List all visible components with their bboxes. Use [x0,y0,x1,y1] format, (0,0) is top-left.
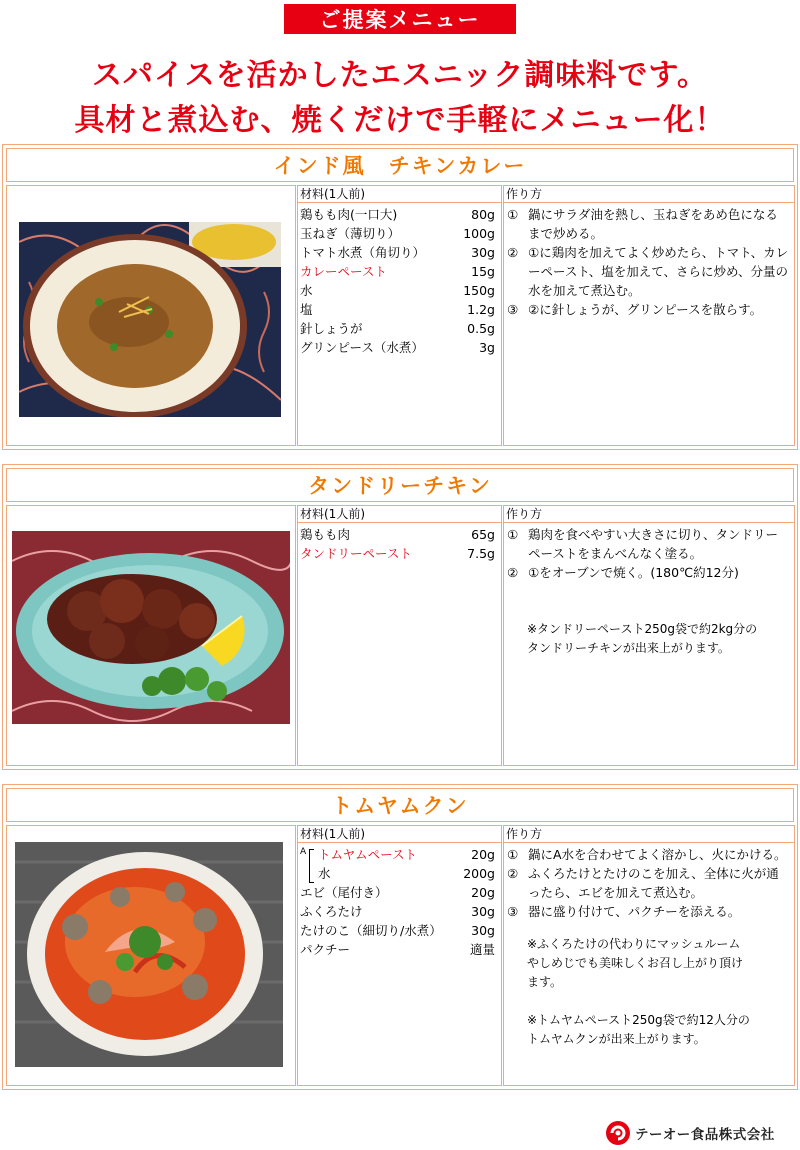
ingredient-row: 鶏もも肉 65g [300,527,495,542]
note-text: タンドリーチキンが出来上がります。 [527,641,730,655]
ingredient-row: エビ（尾付き） 20g [300,885,495,900]
recipe-tandoori-chicken [2,464,798,770]
ingredient-row: カレーペースト 15g [300,264,495,279]
steps-header: 作り方 [504,826,794,843]
recipe-title: インド風 チキンカレー [6,148,794,182]
headline-line-2: 具材と煮込む、焼くだけで手軽にメニュー化！ [74,103,726,138]
step-item: ① 鍋にサラダ油を熱し、玉ねぎをあめ色になるまで炒める。 [507,207,778,241]
ingredients-header: 材料(1人前) [298,186,501,203]
photo-cell [6,825,296,1086]
ingredient-row: 鶏もも肉(一口大) 80g [300,207,495,222]
group-label: A [300,847,307,857]
step-list [507,205,790,319]
step-item: ② ①に鶏肉を加えてよく炒めたら、トマト、カレーペースト、塩を加えて、さらに炒め、分量の水を加えて煮込む。 [507,245,789,298]
ingredients-cell [297,185,502,446]
photo-cell [6,505,296,766]
steps-header: 作り方 [504,506,794,523]
ingredient-row: タンドリーペースト 7.5g [300,546,495,561]
recipe-title: タンドリーチキン [6,468,794,502]
step-list [507,525,790,658]
ingredient-list [300,525,495,563]
company-logo [605,1120,775,1146]
headline-line-1: スパイスを活かしたエスニック調味料です。 [91,58,709,93]
ingredient-row: たけのこ（細切り/水煮） 30g [300,923,495,938]
ingredients-cell [297,825,502,1086]
step-item: ③ 器に盛り付けて、パクチーを添える。 [507,904,741,919]
ingredients-header: 材料(1人前) [298,506,501,523]
steps-cell [503,185,795,446]
note-text: ます。 [527,975,563,989]
ingredient-row: 針しょうが 0.5g [300,321,495,336]
recipe-chicken-curry [2,144,798,450]
steps-cell [503,825,795,1086]
ingredient-row: グリンピース（水煮） 3g [300,340,495,355]
note-text: ※タンドリーペースト250g袋で約2kg分の [527,622,758,636]
ingredient-row: トマト水煮（角切り） 30g [300,245,495,260]
step-item: ② ①をオーブンで焼く。(180℃約12分) [507,565,739,580]
step-list [507,845,790,1049]
ingredient-row: 玉ねぎ（薄切り） 100g [300,226,495,241]
ingredient-row: トムヤムペースト 20g [318,847,495,862]
ingredient-group-a [300,845,495,883]
recipe-title: トムヤムクン [6,788,794,822]
ingredient-row: パクチー 適量 [300,942,495,957]
step-item: ③ ②に針しょうが、グリンピースを散らす。 [507,302,763,317]
ingredient-row: 塩 1.2g [300,302,495,317]
recipe-tom-yum-kung [2,784,798,1090]
photo-cell [6,185,296,446]
step-item: ① 鍋にA水を合わせてよく溶かし、火にかける。 [507,847,787,862]
group-bracket [309,849,314,883]
step-item: ② ふくろたけとたけのこを加え、全体に火が通ったら、エビを加えて煮込む。 [507,866,779,900]
steps-header: 作り方 [504,186,794,203]
steps-cell [503,505,795,766]
step-item: ① 鶏肉を食べやすい大きさに切り、タンドリーペーストをまんべんなく塗る。 [507,527,779,561]
note-text: ※トムヤムペースト250g袋で約12人分の [527,1013,750,1027]
ingredient-row: 水 150g [300,283,495,298]
ingredient-list [300,205,495,357]
menu-banner: ご提案メニュー [284,4,516,34]
ingredient-row: ふくろたけ 30g [300,904,495,919]
tom-yum-kung-photo [15,842,283,1067]
note-text: トムヤムクンが出来上がります。 [527,1032,706,1046]
ingredient-list [300,883,495,959]
note-text: ※ふくろたけの代わりにマッシュルーム [527,937,741,951]
tandoori-chicken-photo [12,531,290,724]
chicken-curry-photo [19,222,281,417]
ingredient-list [318,845,495,883]
ingredients-header: 材料(1人前) [298,826,501,843]
ingredients-cell [297,505,502,766]
ingredient-row: 水 200g [318,866,495,881]
company-logo-icon [605,1120,631,1146]
note-text: やしめじでも美味しくお召し上がり頂け [527,956,744,970]
company-name: テーオー食品株式会社 [635,1127,775,1143]
